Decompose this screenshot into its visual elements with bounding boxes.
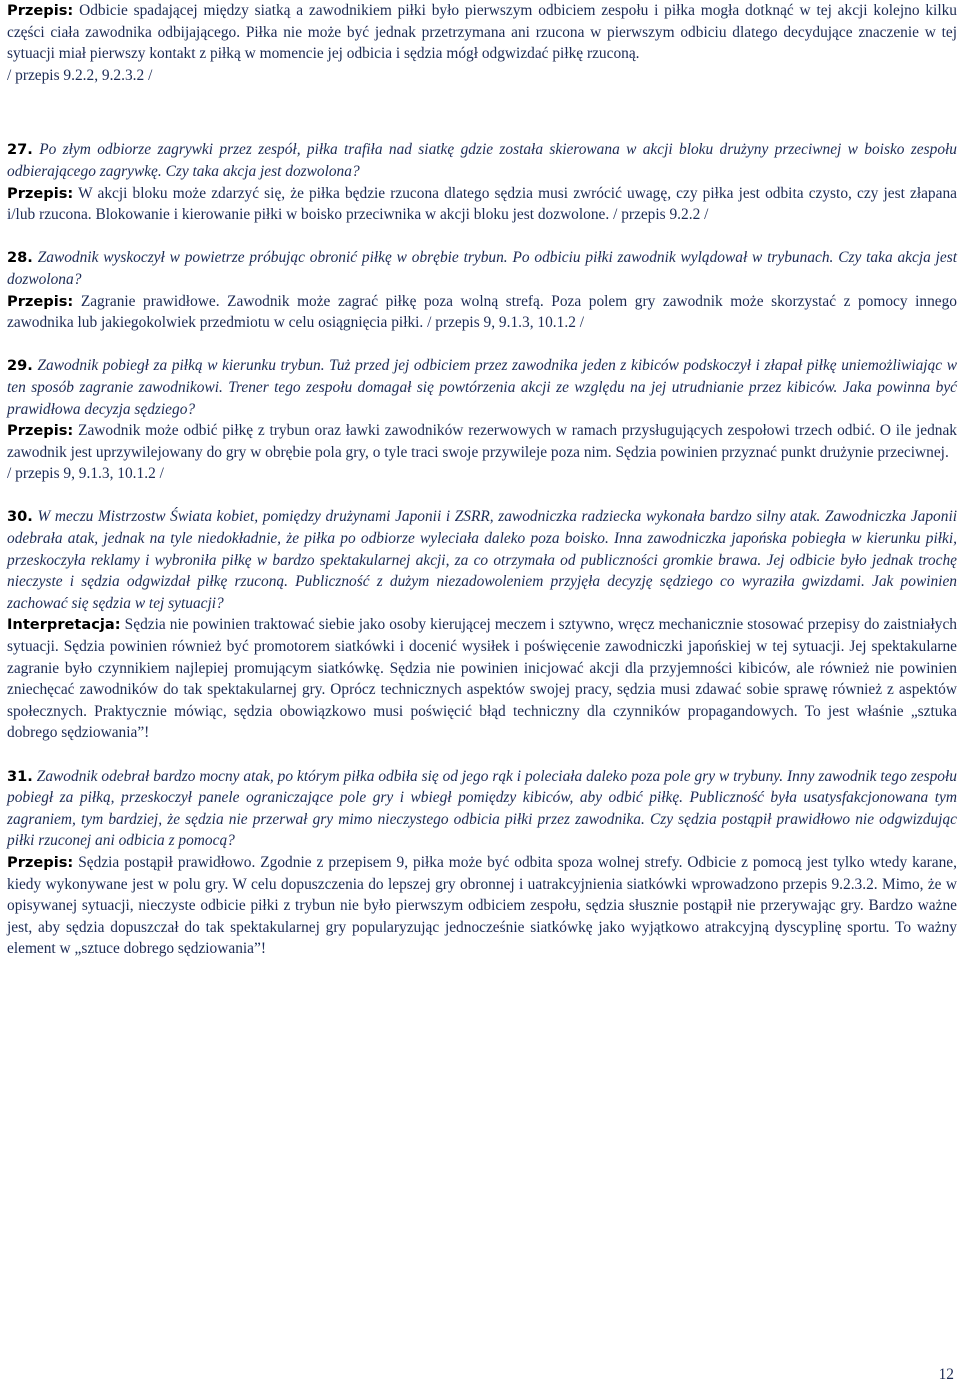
page-number: 12 bbox=[938, 1366, 954, 1383]
answer-label: Przepis: bbox=[7, 184, 74, 202]
question-29 bbox=[7, 355, 957, 420]
question-text: Zawodnik odebrał bardzo mocny atak, po którym piłka odbiła się od jego rąk i poleciała daleko poza pole gry w trybuny. Inny zawodnik tego zespołu pobiegł za piłką, przeskoczył panele ograniczające pole gry i wbiegł pomiędzy kibiców, aby odbić piłkę. Publiczność była usatysfakcjonowana tym zagraniem, tym bardziej, że sędzia nie przerwał gry mimo nieczystego odbicia piłki przez zawodnika. Czy sędzia postąpił prawidłowo nie odgwizdując piłki rzuconej ani odbicia z pomocą? bbox=[7, 767, 957, 850]
answer-31 bbox=[7, 852, 957, 960]
question-text: W meczu Mistrzostw Świata kobiet, pomiędzy drużynami Japonii i ZSRR, zawodniczka radziecka wykonała bardzo silny atak. Zawodniczka Japonii odebrała atak, jednak na tyle niedokładnie, że piłka po odbiorze wyleciała daleko poza boisko. Inna zawodniczka japońska pobiegła w kierunku piłki, przeskoczyła reklamy i wybroniła piłkę w bardzo spektakularnej akcji, za co otrzymała od publiczności gromkie brawa. Jej odbicie było jednak trochę nieczyste i sędzia odgwizdał piłkę rzuconą. Publiczność z dużym niezadowoleniem przyjęła decyzję sędziego co wyraziła gwizdami. Jak powinien zachować się sędzia w tej sytuacji? bbox=[7, 508, 957, 612]
question-28 bbox=[7, 247, 957, 290]
answer-label: Interpretacja: bbox=[7, 616, 121, 634]
question-number: 28. bbox=[7, 249, 33, 267]
question-30 bbox=[7, 506, 957, 614]
answer-27 bbox=[7, 183, 957, 226]
answer-text: W akcji bloku może zdarzyć się, że piłka będzie rzucona dlatego sędzia musi zwrócić uwagę, czy piłka jest odbita czysto, czy jest złapana i/lub rzucona. Blokowanie i kierowanie piłki w boisko przeciwnika w akcji bloku jest dozwolone. / przepis 9.2.2 / bbox=[7, 184, 957, 224]
question-text: Zawodnik wyskoczył w powietrze próbując obronić piłkę w obrębie trybun. Po odbiciu piłki zawodnik wylądował w trybunach. Czy taka akcja jest dozwolona? bbox=[7, 249, 957, 288]
answer-text: Zawodnik może odbić piłkę z trybun oraz ławki zawodników rezerwowych w ramach przysługujących zespołowi trzech odbić. O ile jednak zawodnik jest uprzywilejowany do gry w obrębie pola gry, o tyle traci swoje przywileje poza nim. Sędzia powinien przyznać punkt drużynie przeciwnej. bbox=[7, 422, 957, 461]
answer-28 bbox=[7, 291, 957, 334]
answer-text: Zagranie prawidłowe. Zawodnik może zagrać piłkę poza wolną strefą. Poza polem gry zawodnik może skorzystać z pomocy innego zawodnika lub jakiegokolwiek przedmiotu w celu osiągnięcia piłki. / przepis 9, 9.1.3, 10.1.2 / bbox=[7, 292, 957, 332]
intro-label: Przepis: bbox=[7, 2, 74, 19]
answer-29-reference: / przepis 9, 9.1.3, 10.1.2 / bbox=[7, 465, 164, 483]
question-text: Zawodnik pobiegł za piłką w kierunku trybun. Tuż przed jej odbiciem przez zawodnika jeden z kibiców podskoczył i złapał piłkę uniemożliwiając w ten sposób zagranie zawodnikowi. Trener tego zespołu domagał się powtórzenia akcji ze względu na jej utrudnianie przez kibiców. Jaka powinna być prawidłowa decyzja sędziego? bbox=[7, 357, 957, 418]
question-number: 27. bbox=[7, 141, 33, 159]
answer-30 bbox=[7, 614, 957, 744]
document-page bbox=[7, 0, 957, 960]
question-31 bbox=[7, 766, 957, 852]
intro-paragraph bbox=[7, 0, 957, 65]
question-27 bbox=[7, 139, 957, 182]
question-number: 30. bbox=[7, 508, 33, 526]
answer-text: Sędzia postąpił prawidłowo. Zgodnie z przepisem 9, piłka może być odbita spoza wolnej strefy. Odbicie z pomocą jest tylko wtedy karane, kiedy wykonywane jest w polu gry. W celu dopuszczenia do lepszej gry obronnej i uatrakcyjnienia siatkówki wprowadzono przepis 9.2.3.2. Mimo, że w opisywanej sytuacji, nieczyste odbicie piłki z trybun nie było pierwszym odbiciem zespołu, sędzia słusznie postąpił nie przerywając gry. Bardzo ważne jest, aby sędzia dopuszczał do tak spektakularnej gry popularyzując jednocześnie siatkówkę jako wyjątkowo atrakcyjną dyscyplinę sportu. To ważny element w „sztuce dobrego sędziowania”! bbox=[7, 853, 957, 958]
question-text: Po złym odbiorze zagrywki przez zespół, piłka trafiła nad siatkę gdzie została skierowana w akcji bloku drużyny przeciwnej w boisko zespołu odbierającego zagrywkę. Czy taka akcja jest dozwolona? bbox=[7, 141, 957, 180]
intro-reference: / przepis 9.2.2, 9.2.3.2 / bbox=[7, 66, 153, 84]
question-number: 31. bbox=[7, 767, 33, 785]
answer-label: Przepis: bbox=[7, 422, 74, 440]
answer-label: Przepis: bbox=[7, 292, 74, 310]
answer-label: Przepis: bbox=[7, 853, 74, 871]
question-number: 29. bbox=[7, 357, 33, 375]
intro-text: Odbicie spadającej między siatką a zawodnikiem piłki było pierwszym odbiciem zespołu i piłka mogła dotknąć w tej akcji kolejno kilku części ciała zawodnika odbijającego. Piłka nie może być jednak przetrzymana ani rzucona w pierwszym odbiciu dlatego decydujące znaczenie w tej sytuacji miał pierwszy kontakt z piłką w momencie jej odbicia i sędzia mógł odgwizdać piłkę rzuconą. bbox=[7, 2, 957, 63]
answer-29 bbox=[7, 420, 957, 463]
answer-text: Sędzia nie powinien traktować siebie jako osoby kierującej meczem i sztywno, wręcz mechanicznie stosować przepisy do zaistniałych sytuacji. Sędzia powinien również być promotorem siatkówki i docenić wysiłek i poświęcenie zawodniczki japońskiej w tej sytuacji. Jej spektakularne zagranie było czynnikiem najlepiej promującym siatkówkę. Sędzia nie powinien inicjować akcji dla przyjemności kibiców, ale również nie powinien zniechęcać zawodników do tak spektakularnej gry. Oprócz technicznych aspektów swojej pracy, sędzia musi zdawać sobie sprawę również z aspektów społecznych. Praktycznie mówiąc, sędzia obowiązkowo musi poświęcić błąd techniczny dla czynników propagandowych. To jest właśnie „sztuka dobrego sędziowania”! bbox=[7, 616, 957, 742]
